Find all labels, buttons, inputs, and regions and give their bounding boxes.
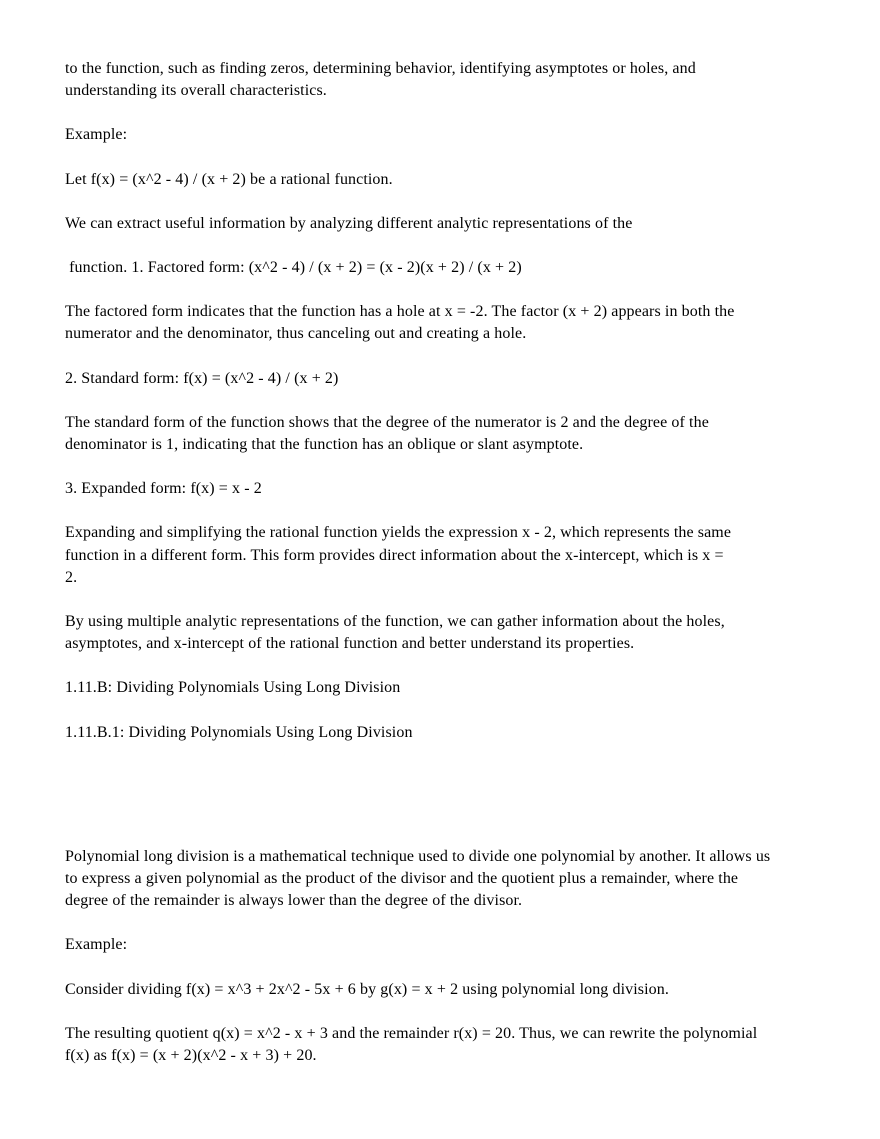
expanded-form-explanation: Expanding and simplifying the rational function yields the expression x - 2, which represents the same function in a different form. This form provides direct information about the x-intercept, which is x = 2.	[65, 524, 732, 586]
long-division-example: Consider dividing f(x) = x^3 + 2x^2 - 5x + 6 by g(x) = x + 2 using polynomial long division.	[65, 980, 669, 998]
expanded-form-line: 3. Expanded form: f(x) = x - 2	[65, 480, 262, 498]
factored-form-line: function. 1. Factored form: (x^2 - 4) / (x + 2) = (x - 2)(x + 2) / (x + 2)	[65, 259, 522, 277]
section-heading-1-11-B-1: 1.11.B.1: Dividing Polynomials Using Long Division	[65, 723, 413, 741]
example-label-2: Example:	[65, 936, 128, 954]
long-division-result: The resulting quotient q(x) = x^2 - x + 3 and the remainder r(x) = 20. Thus, we can rewrite the polynomial f(x) as f(x) = (x + 2)(x^2 - x + 3) + 20.	[65, 1024, 758, 1065]
representations-summary: By using multiple analytic representations of the function, we can gather information about the holes, asymptotes, and x-intercept of the rational function and better understand its properties.	[65, 613, 725, 653]
standard-form-line: 2. Standard form: f(x) = (x^2 - 4) / (x + 2)	[65, 369, 339, 387]
blank-gap	[65, 766, 828, 846]
analysis-intro: We can extract useful information by analyzing different analytic representations of the	[65, 214, 633, 232]
long-division-intro: Polynomial long division is a mathematical technique used to divide one polynomial by another. It allows us to express a given polynomial as the product of the divisor and the quotient plus a remainder, where the degree of the remainder is always lower than the degree of the divisor.	[65, 847, 771, 910]
intro-continuation-paragraph: to the function, such as finding zeros, determining behavior, identifying asymptotes or holes, and understanding its overall characteristics.	[65, 60, 696, 100]
section-heading-1-11-B: 1.11.B: Dividing Polynomials Using Long Division	[65, 679, 401, 697]
factored-form-explanation: The factored form indicates that the function has a hole at x = -2. The factor (x + 2) appears in both the numerator and the denominator, thus canceling out and creating a hole.	[65, 303, 735, 343]
example-label: Example:	[65, 126, 128, 144]
rational-function-definition: Let f(x) = (x^2 - 4) / (x + 2) be a rational function.	[65, 170, 393, 188]
standard-form-explanation: The standard form of the function shows that the degree of the numerator is 2 and the degree of the denominator is 1, indicating that the function has an oblique or slant asymptote.	[65, 413, 709, 454]
